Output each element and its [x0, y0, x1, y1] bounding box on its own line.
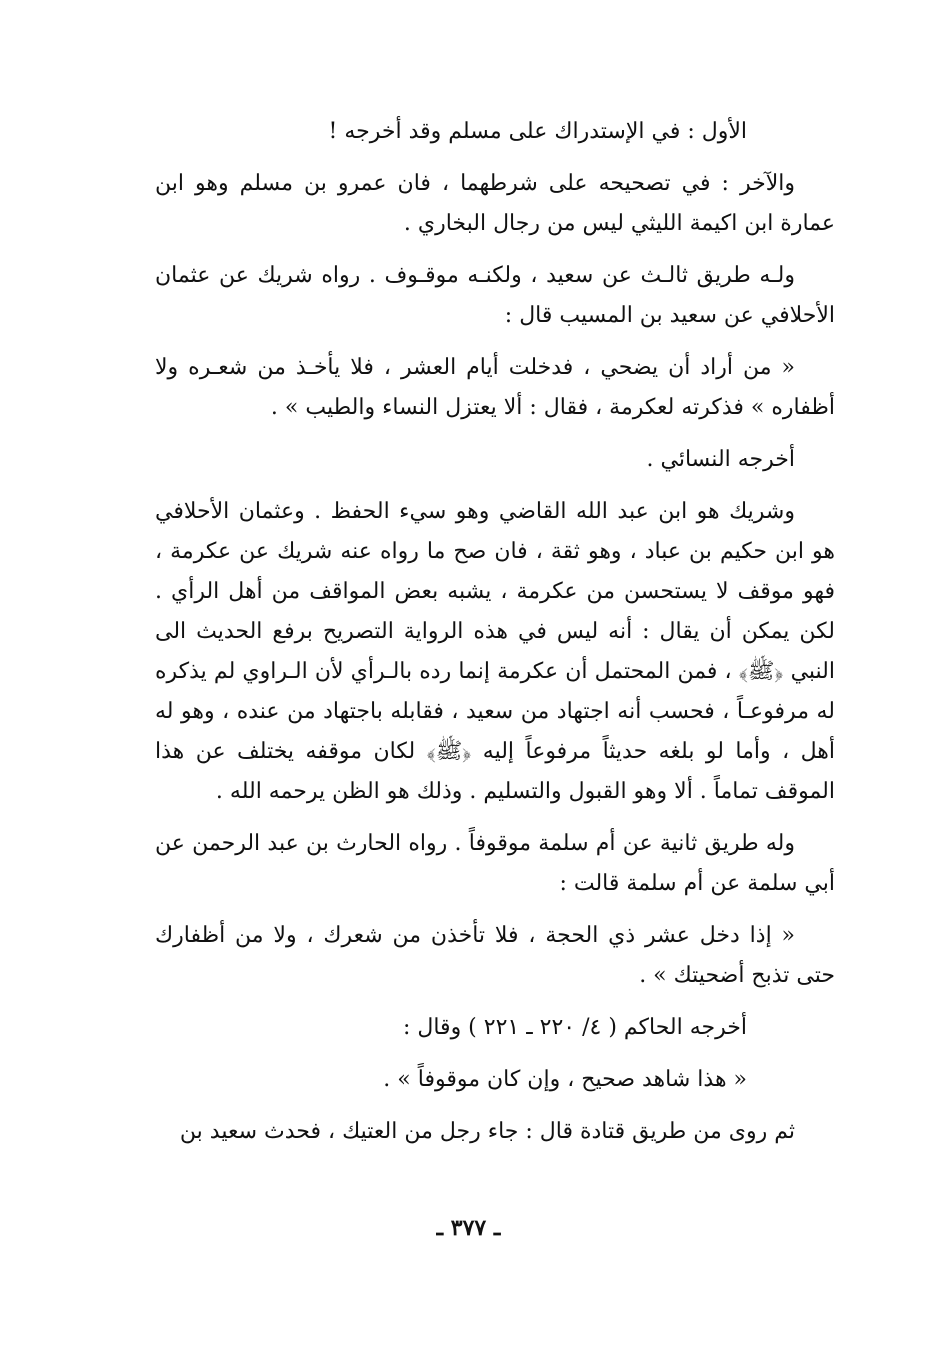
paragraph: أخرجه الحاكم ( ٤/ ٢٢٠ ـ ٢٢١ ) وقال :: [402, 1015, 747, 1040]
paragraph: أخرجه النسائي .: [646, 447, 795, 472]
paragraph: وله طريق ثانية عن أم سلمة موقوفاً . رواه الحارث بن عبد الرحمن عن أبي سلمة عن أم سلمة قالت :: [155, 831, 835, 896]
paragraph: « من أراد أن يضحي ، فدخلت أيام العشر ، فلا يأخـذ من شعـره ولا أظفاره » فذكرته لعكرمة ، فقال : ألا يعتزل النساء والطيب » .: [155, 355, 835, 420]
body-text: [155, 112, 835, 1164]
page-number: ـ ٣٧٧ ـ: [436, 1215, 501, 1241]
paragraph: « هذا شاهد صحيح ، وإن كان موقوفاً » .: [383, 1067, 747, 1092]
paragraph: الأول : في الإستدراك على مسلم وقد أخرجه !: [328, 119, 747, 144]
paragraph: ولـه طريق ثالـث عن سعيد ، ولكنـه موقـوف . رواه شريك عن عثمان الأحلافي عن سعيد بن المسيب قال :: [155, 263, 835, 328]
paragraph: وشريك هو ابن عبد الله القاضي وهو سيء الحفظ . وعثمان الأحلافي هو ابن حكيم بن عباد ، وهو ثقة ، فان صح ما رواه عنه شريك عن عكرمة ، فهو موقف لا يستحسن من عكرمة ، يشبه بعض المواقف من أهل الرأي . لكن يمكن أن يقال : أنه ليس في هذه الرواية التصريح برفع الحديث الى النبي ﴿ﷺ﴾ ، فمن المحتمل أن عكرمة إنما رده بالـرأي لأن الـراوي لم يذكره له مرفوعـاً ، فحسب أنه اجتهاد من سعيد ، فقابله باجتهاد من عنده ، وهو له أهل ، وأما لو بلغه حديثاً مرفوعاً إليه ﴿ﷺ﴾ لكان موقفه يختلف عن هذا الموقف تماماً . ألا وهو القبول والتسليم . وذلك هو الظن يرحمه الله .: [155, 499, 836, 804]
paragraph: ثم روى من طريق قتادة قال : جاء رجل من العتيك ، فحدث سعيد بن: [179, 1119, 795, 1144]
paragraph: « إذا دخل عشر ذي الحجة ، فلا تأخذن من شعرك ، ولا من أظفارك حتى تذبح أضحيتك » .: [155, 923, 835, 988]
paragraph: والآخر : في تصحيحه على شرطهما ، فان عمرو بن مسلم وهو ابن عمارة ابن اكيمة الليثي ليس من رجال البخاري .: [155, 171, 835, 236]
